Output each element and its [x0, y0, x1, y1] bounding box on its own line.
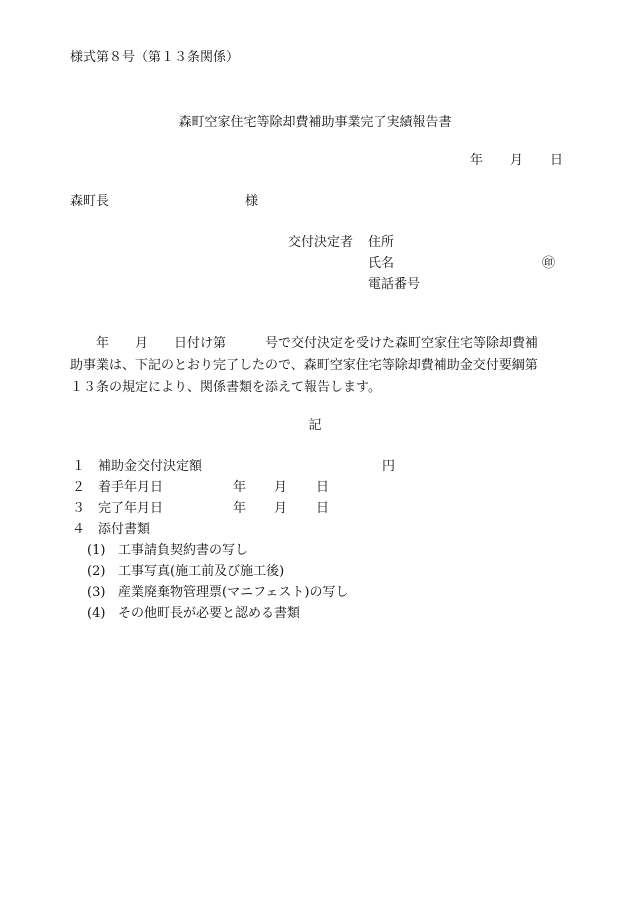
address-label: 住所 — [368, 235, 395, 250]
addressee-honorific: 様 — [245, 194, 259, 209]
attachment-number: (4) — [87, 606, 106, 621]
date-day-label: 日 — [550, 153, 564, 168]
attachment-label: その他町長が必要と認める書類 — [118, 606, 301, 621]
item-month-label: 月 — [274, 480, 288, 495]
attachment-number: (1) — [87, 543, 106, 558]
date-year-label: 年 — [470, 153, 484, 168]
item-number: ４ — [72, 522, 86, 537]
item-month-label: 月 — [274, 501, 288, 516]
form-number: 様式第８号（第１３条関係） — [70, 50, 240, 65]
seal-mark: ㊞ — [542, 256, 556, 271]
item-label-start-date: 着手年月日 — [98, 480, 164, 495]
item-label-grant-amount: 補助金交付決定額 — [98, 459, 203, 474]
item-label-attachments: 添付書類 — [98, 522, 151, 537]
date-month-label: 月 — [510, 153, 524, 168]
item-label-completion-date: 完了年月日 — [98, 501, 164, 516]
item-number: ３ — [72, 501, 86, 516]
attachment-label: 工事写真(施工前及び施工後) — [118, 564, 285, 579]
body-line: １３条の規定により、関係書類を添えて報告します。 — [70, 380, 381, 395]
attachment-number: (3) — [87, 585, 106, 600]
item-day-label: 日 — [316, 501, 330, 516]
grantee-label: 交付決定者 — [288, 235, 354, 250]
note-heading: 記 — [308, 418, 322, 433]
item-unit-yen: 円 — [382, 459, 396, 474]
item-number: ２ — [72, 480, 86, 495]
attachment-label: 産業廃棄物管理票(マニフェスト)の写し — [118, 585, 349, 600]
item-number: １ — [72, 459, 86, 474]
item-day-label: 日 — [316, 480, 330, 495]
name-label: 氏名 — [368, 256, 395, 271]
attachment-number: (2) — [87, 564, 106, 579]
attachment-label: 工事請負契約書の写し — [118, 543, 249, 558]
phone-label: 電話番号 — [368, 277, 421, 292]
body-line: 助事業は、下記のとおり完了したので、森町空家住宅等除却費補助金交付要綱第 — [70, 358, 538, 373]
item-year-label: 年 — [233, 480, 247, 495]
document-title: 森町空家住宅等除却費補助事業完了実績報告書 — [178, 115, 452, 130]
addressee-name: 森町長 — [70, 194, 110, 209]
report-body — [70, 333, 560, 399]
body-line: 年 月 日付け第 号で交付決定を受けた森町空家住宅等除却費補 — [70, 336, 539, 351]
item-year-label: 年 — [233, 501, 247, 516]
